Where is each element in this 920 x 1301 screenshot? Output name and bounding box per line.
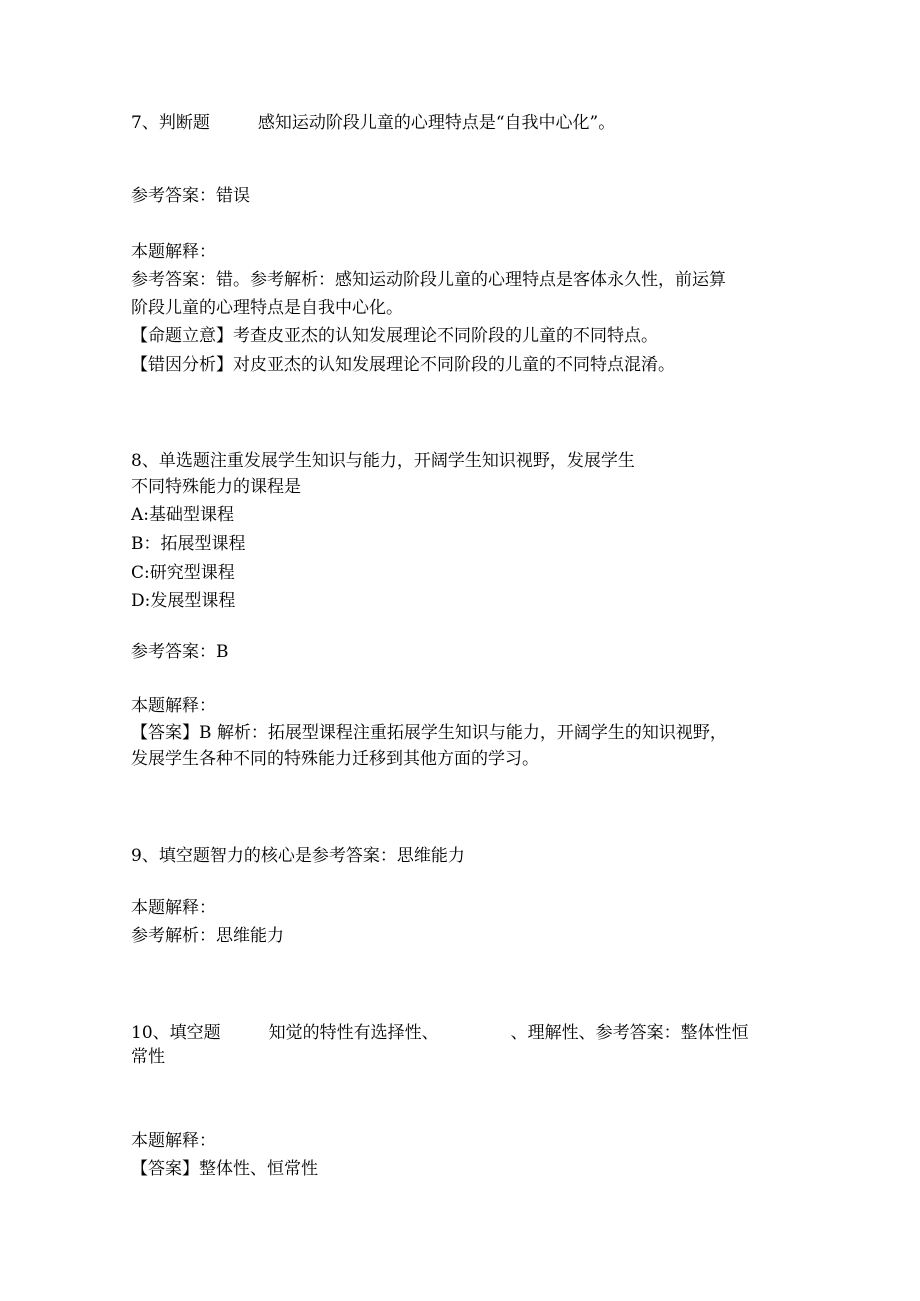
q10-stem-line2: 常性: [131, 1047, 165, 1067]
q10-stem-part1: 知觉的特性有选择性、: [268, 1023, 439, 1043]
q8-explanation-line1: 【答案】B 解析：拓展型课程注重拓展学生知识与能力，开阔学生的知识视野，: [131, 723, 727, 743]
q10-number-type: 10、填空题: [131, 1023, 221, 1043]
q7-stem: 感知运动阶段儿童的心理特点是“自我中心化”。: [257, 113, 616, 133]
q8-explanation-heading: 本题解释：: [131, 696, 216, 716]
q7-answer: 参考答案：错误: [131, 186, 250, 206]
q8-stem-line2: 不同特殊能力的课程是: [131, 477, 301, 497]
q7-explanation-line2: 阶段儿童的心理特点是自我中心化。: [131, 298, 403, 318]
q8-explanation-line2: 发展学生各种不同的特殊能力迁移到其他方面的学习。: [131, 749, 539, 769]
q7-intent: 【命题立意】考查皮亚杰的认知发展理论不同阶段的儿童的不同特点。: [131, 326, 658, 346]
q7-error-analysis: 【错因分析】对皮亚杰的认知发展理论不同阶段的儿童的不同特点混淆。: [131, 355, 675, 375]
q9-explanation: 参考解析：思维能力: [131, 926, 284, 946]
q8-stem-line1: 8、单选题注重发展学生知识与能力，开阔学生知识视野，发展学生: [131, 451, 635, 471]
q7-explanation-line1: 参考答案：错。参考解析：感知运动阶段儿童的心理特点是客体永久性，前运算: [131, 270, 726, 290]
q10-explanation: 【答案】整体性、恒常性: [131, 1159, 318, 1179]
q9-stem: 9、填空题智力的核心是参考答案：思维能力: [131, 846, 465, 866]
q8-option-b: B：拓展型课程: [131, 534, 246, 554]
q8-option-a: A:基础型课程: [131, 505, 235, 525]
q8-option-c: C:研究型课程: [131, 563, 235, 583]
q7-number-type: 7、判断题: [131, 113, 210, 133]
q8-answer: 参考答案：B: [131, 642, 229, 662]
q7-explanation-heading: 本题解释：: [131, 242, 216, 262]
q10-stem-line1: [131, 1021, 749, 1045]
q7-stem-line: [131, 111, 615, 135]
q10-stem-part2: 、理解性、参考答案：整体性恒: [510, 1023, 749, 1043]
q8-option-d: D:发展型课程: [131, 591, 236, 611]
q9-explanation-heading: 本题解释：: [131, 898, 216, 918]
q10-explanation-heading: 本题解释：: [131, 1131, 216, 1151]
